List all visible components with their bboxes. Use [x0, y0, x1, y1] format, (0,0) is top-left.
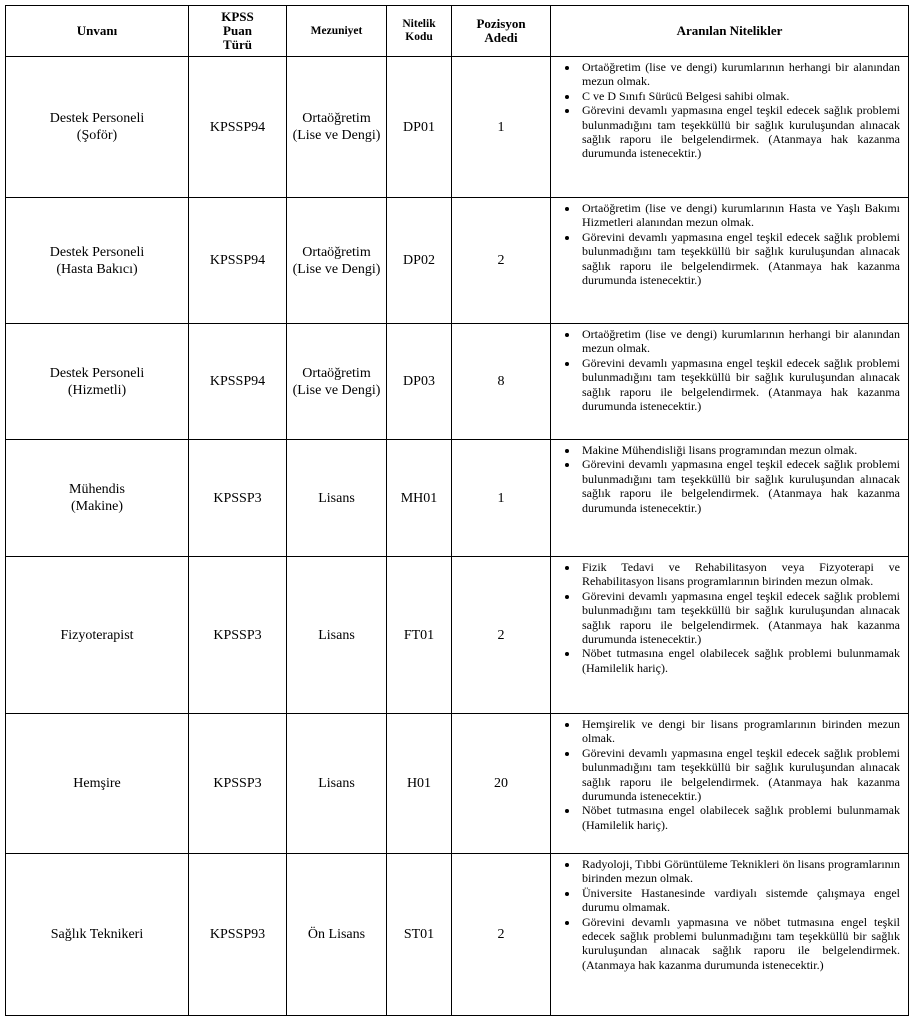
cell-kpss: KPSSP94: [189, 57, 287, 198]
cell-mezuniyet: Lisans: [287, 440, 387, 557]
table-row: [6, 714, 909, 854]
cell-adet: 2: [452, 557, 551, 714]
positions-table: [5, 5, 909, 1016]
list-item: • Nöbet tutmasına engel olabilecek sağlık problemi bulunmamak (Hamilelik hariç).: [579, 646, 900, 675]
cell-unvan: Hemşire: [6, 714, 189, 854]
list-item: • Üniversite Hastanesinde vardiyalı sistemde çalışmaya engel durumu olmamak.: [579, 886, 900, 915]
cell-nitelikler: [551, 714, 909, 854]
cell-unvan: Sağlık Teknikeri: [6, 854, 189, 1016]
list-item: • Görevini devamlı yapmasına engel teşkil edecek sağlık problemi bulunmadığını tam teşekküllü bir sağlık kuruluşundan alınacak sağlık raporu ile belgelendirmek. (Atanmaya hak kazanma durumunda istenecektir.): [579, 230, 900, 288]
cell-adet: 1: [452, 440, 551, 557]
list-item: • Radyoloji, Tıbbi Görüntüleme Teknikleri ön lisans programlarının birinden mezun olmak.: [579, 857, 900, 886]
cell-nitelikler: [551, 440, 909, 557]
header-pozisyon-adedi: Pozisyon Adedi: [452, 6, 551, 57]
list-item: • Görevini devamlı yapmasına engel teşkil edecek sağlık problemi bulunmadığını tam teşekküllü bir sağlık kuruluşundan alınacak sağlık raporu ile belgelendirmek. (Atanmaya hak kazanma durumunda istenecektir.): [579, 457, 900, 515]
cell-nitelikler: [551, 198, 909, 324]
cell-mezuniyet: Ön Lisans: [287, 854, 387, 1016]
list-item: • Görevini devamlı yapmasına ve nöbet tutmasına engel teşkil edecek sağlık problemi bulunmadığını tam teşekküllü bir sağlık kuruluşundan alınacak sağlık raporu ile belgelendirmek. (Atanmaya hak kazanma durumunda istenecektir.): [579, 915, 900, 973]
list-item: • Ortaöğretim (lise ve dengi) kurumlarının herhangi bir alanından mezun olmak.: [579, 327, 900, 356]
list-item: • Nöbet tutmasına engel olabilecek sağlık problemi bulunmamak (Hamilelik hariç).: [579, 803, 900, 832]
cell-kpss: KPSSP93: [189, 854, 287, 1016]
cell-unvan: Destek Personeli (Hizmetli): [6, 324, 189, 440]
cell-unvan: Mühendis (Makine): [6, 440, 189, 557]
cell-mezuniyet: Lisans: [287, 557, 387, 714]
cell-kod: DP01: [387, 57, 452, 198]
cell-nitelikler: [551, 557, 909, 714]
table-row: [6, 57, 909, 198]
header-mezuniyet: Mezuniyet: [287, 6, 387, 57]
cell-unvan: Destek Personeli (Hasta Bakıcı): [6, 198, 189, 324]
cell-adet: 8: [452, 324, 551, 440]
table-row: [6, 440, 909, 557]
list-item: • Makine Mühendisliği lisans programından mezun olmak.: [579, 443, 900, 457]
list-item: • Ortaöğretim (lise ve dengi) kurumlarının Hasta ve Yaşlı Bakımı Hizmetleri alanından mezun olmak.: [579, 201, 900, 230]
cell-nitelikler: [551, 57, 909, 198]
cell-mezuniyet: Ortaöğretim (Lise ve Dengi): [287, 198, 387, 324]
table-row: [6, 198, 909, 324]
list-item: • Görevini devamlı yapmasına engel teşkil edecek sağlık problemi bulunmadığını tam teşekküllü bir sağlık kuruluşundan alınacak sağlık raporu ile belgelendirmek. (Atanmaya hak kazanma durumunda istenecektir.): [579, 356, 900, 414]
cell-unvan: Destek Personeli (Şoför): [6, 57, 189, 198]
header-unvan: Unvanı: [6, 6, 189, 57]
list-item: • Ortaöğretim (lise ve dengi) kurumlarının herhangi bir alanından mezun olmak.: [579, 60, 900, 89]
cell-mezuniyet: Ortaöğretim (Lise ve Dengi): [287, 324, 387, 440]
list-item: • Hemşirelik ve dengi bir lisans programlarının birinden mezun olmak.: [579, 717, 900, 746]
cell-adet: 1: [452, 57, 551, 198]
cell-adet: 2: [452, 854, 551, 1016]
cell-adet: 20: [452, 714, 551, 854]
cell-mezuniyet: Lisans: [287, 714, 387, 854]
cell-kpss: KPSSP3: [189, 557, 287, 714]
list-item: • Görevini devamlı yapmasına engel teşkil edecek sağlık problemi bulunmadığını tam teşekküllü bir sağlık kuruluşundan alınacak sağlık raporu ile belgelendirmek. (Atanmaya hak kazanma durumunda istenecektir.): [579, 103, 900, 161]
list-item: • Görevini devamlı yapmasına engel teşkil edecek sağlık problemi bulunmadığını tam teşekküllü bir sağlık kuruluşundan alınacak sağlık raporu ile belgelendirmek. (Atanmaya hak kazanma durumunda istenecektir.): [579, 589, 900, 647]
header-aranilan-nitelikler: Aranılan Nitelikler: [551, 6, 909, 57]
cell-kod: DP03: [387, 324, 452, 440]
list-item: • Görevini devamlı yapmasına engel teşkil edecek sağlık problemi bulunmadığını tam teşekküllü bir sağlık kuruluşundan alınacak sağlık raporu ile belgelendirmek. (Atanmaya hak kazanma durumunda istenecektir.): [579, 746, 900, 804]
header-row: [6, 6, 909, 57]
cell-mezuniyet: Ortaöğretim (Lise ve Dengi): [287, 57, 387, 198]
cell-kpss: KPSSP3: [189, 440, 287, 557]
header-kpss: KPSS Puan Türü: [189, 6, 287, 57]
cell-adet: 2: [452, 198, 551, 324]
cell-kpss: KPSSP94: [189, 324, 287, 440]
table-row: [6, 324, 909, 440]
cell-kod: DP02: [387, 198, 452, 324]
header-nitelik-kodu: Nitelik Kodu: [387, 6, 452, 57]
cell-kod: MH01: [387, 440, 452, 557]
table-row: [6, 854, 909, 1016]
cell-kod: H01: [387, 714, 452, 854]
cell-kod: FT01: [387, 557, 452, 714]
cell-nitelikler: [551, 324, 909, 440]
list-item: • Fizik Tedavi ve Rehabilitasyon veya Fizyoterapi ve Rehabilitasyon lisans programlarının birinden mezun olmak.: [579, 560, 900, 589]
cell-kod: ST01: [387, 854, 452, 1016]
cell-unvan: Fizyoterapist: [6, 557, 189, 714]
cell-kpss: KPSSP94: [189, 198, 287, 324]
table-row: [6, 557, 909, 714]
list-item: • C ve D Sınıfı Sürücü Belgesi sahibi olmak.: [579, 89, 900, 103]
cell-kpss: KPSSP3: [189, 714, 287, 854]
cell-nitelikler: [551, 854, 909, 1016]
